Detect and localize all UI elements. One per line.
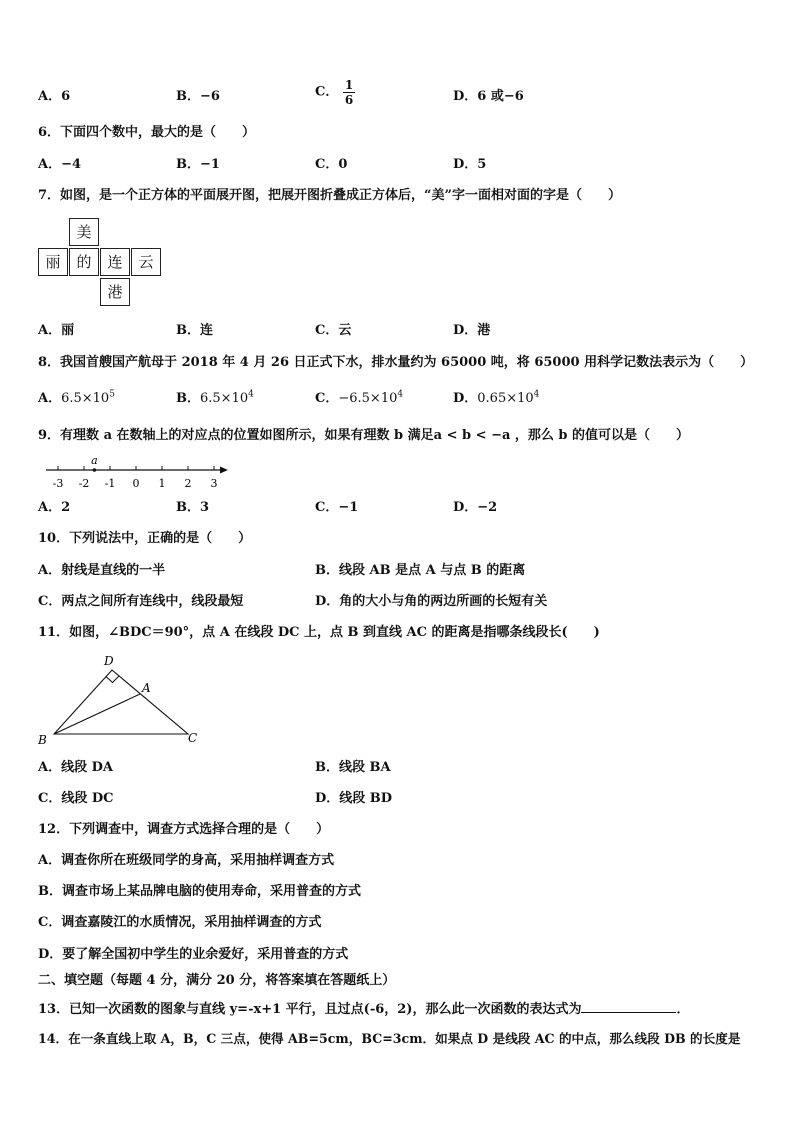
axis-tick-label: 1: [158, 477, 166, 490]
number-line-figure: [38, 455, 238, 491]
q10-stem: 10．下列说法中，正确的是（ ）: [38, 531, 252, 546]
cube-face-top: 美: [69, 218, 99, 246]
q7-option-d: D．港: [453, 323, 491, 338]
right-angle-mark: [106, 676, 119, 683]
q8-d-label: D．: [453, 391, 478, 406]
segment-ba: [54, 694, 140, 734]
point-a-label: a: [91, 455, 98, 467]
q9-option-b: B．3: [176, 500, 210, 515]
q10-option-a: A．射线是直线的一半: [38, 563, 166, 578]
cube-face-bottom: 港: [100, 278, 130, 306]
q13-stem: 13．已知一次函数的图象与直线 y=-x+1 平行，且过点(-6，2)，那么此一次函数的表达式为: [38, 1002, 582, 1017]
q8-option-d: [453, 390, 539, 408]
fraction-numerator: 1: [344, 78, 354, 92]
axis-tick-label: -2: [78, 477, 90, 490]
q5-option-c: [315, 78, 355, 107]
q6-stem: 6．下面四个数中，最大的是（ ）: [38, 125, 256, 140]
q7-option-b: B．连: [176, 323, 213, 338]
point-a-dot: [93, 468, 97, 472]
q10-option-b: B．线段 AB 是点 A 与点 B 的距离: [315, 563, 526, 578]
q8-b-base: 6.5×10: [200, 391, 249, 406]
q9-stem: 9．有理数 a 在数轴上的对应点的位置如图所示，如果有理数 b 满足a < b < −a ，那么 b 的值可以是（ ）: [38, 428, 690, 443]
label-c: C: [188, 731, 198, 745]
q8-option-b: [176, 390, 254, 408]
q11-option-c: C．线段 DC: [38, 791, 114, 806]
q12-option-d: D．要了解全国初中学生的业余爱好，采用普查的方式: [38, 947, 349, 962]
q9-option-c: C．−1: [315, 500, 359, 515]
q11-option-b: B．线段 BA: [315, 760, 391, 775]
q8-option-c: [315, 390, 403, 408]
q7-option-c: C．云: [315, 323, 352, 338]
q8-c-exp: 4: [397, 389, 404, 400]
q11-stem: 11．如图，∠BDC＝90°，点 A 在线段 DC 上，点 B 到直线 AC 的距离是指哪条线段长( ): [38, 625, 600, 640]
q8-b-exp: 4: [248, 389, 254, 400]
q11-option-d: D．线段 BD: [315, 791, 393, 806]
q5-option-d: D．6 或−6: [453, 89, 524, 104]
q10-option-c: C．两点之间所有连线中，线段最短: [38, 594, 244, 609]
q12-stem: 12．下列调查中，调查方式选择合理的是（ ）: [38, 822, 330, 837]
q8-c-label: C．: [315, 391, 339, 406]
fraction-denominator: 6: [344, 93, 354, 107]
q12-option-b: B．调查市场上某品牌电脑的使用寿命，采用普查的方式: [38, 884, 361, 899]
q8-option-a: [38, 390, 115, 408]
triangle-figure: [36, 652, 206, 748]
q5-option-c-fraction: [343, 78, 355, 107]
q13-answer-blank[interactable]: [581, 1000, 676, 1013]
q13-line: [38, 1000, 689, 1019]
label-d: D: [104, 654, 114, 668]
q8-d-base: 0.65×10: [477, 391, 534, 406]
arrow-right-icon: [220, 467, 228, 474]
cube-face-midright: 连: [100, 248, 130, 276]
cube-net-figure: [38, 218, 163, 308]
section-heading-fill-blank: 二、填空题（每题 4 分，满分 20 分，将答案填在答题纸上）: [38, 973, 396, 988]
q8-a-base: 6.5×10: [61, 391, 110, 406]
q8-d-exp: 4: [533, 389, 540, 400]
label-a: A: [142, 681, 151, 695]
q6-option-d: D．5: [453, 157, 487, 172]
axis-tick-label: 3: [210, 477, 218, 490]
axis-tick-label: -3: [52, 477, 64, 490]
q8-a-label: A．: [38, 391, 62, 406]
q11-option-a: A．线段 DA: [38, 760, 113, 775]
axis-tick-label: -1: [104, 477, 116, 490]
label-b: B: [38, 733, 47, 747]
q14-stem: 14．在一条直线上取 A，B，C 三点，使得 AB=5cm，BC=3cm．如果点 D 是线段 AC 的中点，那么线段 DB 的长度是: [38, 1031, 741, 1046]
q8-a-exp: 5: [109, 389, 115, 400]
cube-face-mid: 的: [69, 248, 99, 276]
cube-face-right: 云: [131, 248, 161, 276]
q7-stem: 7．如图，是一个正方体的平面展开图，把展开图折叠成正方体后，“美”字一面相对面的字是（ ）: [38, 188, 622, 203]
q5-option-b: B．−6: [176, 89, 220, 104]
q9-option-d: D．−2: [453, 500, 498, 515]
q8-c-base: −6.5×10: [338, 391, 398, 406]
q5-option-c-prefix: C．: [315, 84, 339, 100]
axis-tick-label: 2: [184, 477, 192, 490]
cube-face-left: 丽: [38, 248, 68, 276]
q8-b-label: B．: [176, 391, 200, 406]
q5-option-a: A．6: [38, 89, 71, 104]
q10-option-d: D．角的大小与角的两边所画的长短有关: [315, 594, 548, 609]
q6-option-b: B．−1: [176, 157, 220, 172]
q6-option-a: A．−4: [38, 157, 82, 172]
q9-option-a: A．2: [38, 500, 71, 515]
q12-option-c: C．调查嘉陵江的水质情况，采用抽样调查的方式: [38, 915, 322, 930]
q12-option-a: A．调查你所在班级同学的身高，采用抽样调查方式: [38, 853, 335, 868]
q7-option-a: A．丽: [38, 323, 75, 338]
axis-tick-label: 0: [132, 477, 140, 490]
q13-end: ．: [676, 1002, 690, 1017]
q8-stem: 8．我国首艘国产航母于 2018 年 4 月 26 日正式下水，排水量约为 65000 吨，将 65000 用科学记数法表示为（ ）: [38, 355, 754, 370]
q6-option-c: C．0: [315, 157, 348, 172]
